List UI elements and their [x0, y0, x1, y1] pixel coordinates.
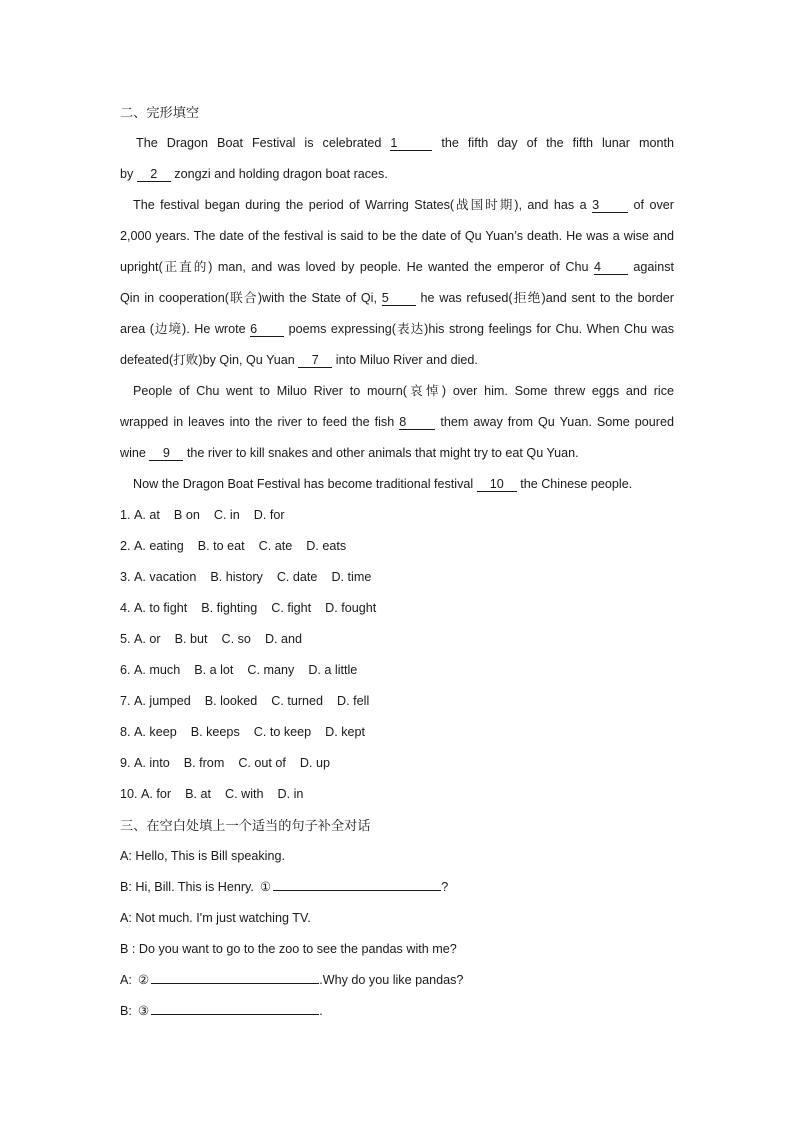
option[interactable]: C. in	[213, 508, 240, 522]
passage-line: upright(正直的) man, and was loved by people. He wanted the emperor of Chu 4 against	[120, 260, 674, 274]
option[interactable]: A. or	[134, 632, 161, 646]
option[interactable]: B. to eat	[197, 539, 245, 553]
option[interactable]: C. turned	[271, 694, 324, 708]
passage-line: wrapped in leaves into the river to feed the fish 8 them away from Qu Yuan. Some poured	[120, 415, 674, 429]
option[interactable]: A. into	[134, 756, 170, 770]
option[interactable]: C. fight	[271, 601, 312, 615]
question-row: 1. A. at B on C. in D. for	[120, 500, 674, 531]
option[interactable]: B. at	[185, 787, 212, 801]
option[interactable]: D. up	[299, 756, 331, 770]
dialogue-line: B : Do you want to go to the zoo to see the pandas with me?	[120, 942, 457, 956]
option[interactable]: C. so	[221, 632, 251, 646]
option[interactable]: B. from	[183, 756, 225, 770]
option[interactable]: D. in	[277, 787, 304, 801]
blank-5[interactable]: 5	[382, 291, 416, 306]
passage-line: The Dragon Boat Festival is celebrated 1 the fifth day of the fifth lunar month	[136, 136, 674, 150]
option[interactable]: B. a lot	[194, 663, 234, 677]
blank-1[interactable]: 1	[390, 136, 432, 151]
answer-blank-3[interactable]	[151, 1000, 319, 1015]
option[interactable]: D. eats	[306, 539, 347, 553]
option[interactable]: C. out of	[238, 756, 286, 770]
passage-line: wine 9 the river to kill snakes and other animals that might try to eat Qu Yuan.	[120, 446, 579, 460]
option[interactable]: B. keeps	[190, 725, 240, 739]
question-row: 9. A. into B. from C. out of D. up	[120, 748, 674, 779]
section-heading-cloze: 二、完形填空	[120, 105, 200, 120]
document-page	[120, 97, 674, 1027]
dialogue-line: A: Hello, This is Bill speaking.	[120, 849, 285, 863]
question-row: 7. A. jumped B. looked C. turned D. fell	[120, 686, 674, 717]
question-row: 5. A. or B. but C. so D. and	[120, 624, 674, 655]
blank-7[interactable]: 7	[298, 353, 332, 368]
option[interactable]: D. and	[264, 632, 303, 646]
option[interactable]: A. keep	[134, 725, 177, 739]
option[interactable]: B. fighting	[201, 601, 258, 615]
passage-line: People of Chu went to Miluo River to mourn(哀悼) over him. Some threw eggs and rice	[133, 384, 674, 398]
dialogue-line: A: Not much. I'm just watching TV.	[120, 911, 311, 925]
circled-number: ②	[137, 973, 150, 987]
answer-blank-2[interactable]	[151, 969, 319, 984]
blank-8[interactable]: 8	[399, 415, 435, 430]
circled-number: ①	[259, 880, 272, 894]
answer-blank-1[interactable]	[273, 876, 441, 891]
option[interactable]: A. for	[141, 787, 172, 801]
blank-3[interactable]: 3	[592, 198, 628, 213]
option[interactable]: C. many	[247, 663, 295, 677]
option[interactable]: C. ate	[258, 539, 293, 553]
option[interactable]: B on	[173, 508, 200, 522]
passage-line: 2,000 years. The date of the festival is said to be the date of Qu Yuan’s death. He was a wise and	[120, 229, 674, 243]
blank-4[interactable]: 4	[594, 260, 628, 275]
dialogue-line: B: Hi, Bill. This is Henry. ① ?	[120, 872, 674, 903]
option[interactable]: D. fought	[325, 601, 377, 615]
option[interactable]: D. a little	[308, 663, 358, 677]
option[interactable]: A. jumped	[134, 694, 191, 708]
question-row: 3. A. vacation B. history C. date D. time	[120, 562, 674, 593]
question-row: 10. A. for B. at C. with D. in	[120, 779, 674, 810]
dialogue-line: B: ③ .	[120, 996, 674, 1027]
question-row: 4. A. to fight B. fighting C. fight D. fought	[120, 593, 674, 624]
question-list	[120, 500, 674, 810]
blank-10[interactable]: 10	[477, 477, 517, 492]
option[interactable]: D. for	[253, 508, 285, 522]
option[interactable]: B. but	[174, 632, 208, 646]
dialogue-line: A: ② .Why do you like pandas?	[120, 965, 674, 996]
passage-line: The festival began during the period of Warring States(战国时期), and has a 3 of over	[133, 198, 674, 212]
option[interactable]: B. history	[210, 570, 263, 584]
option[interactable]: C. date	[276, 570, 318, 584]
option[interactable]: A. at	[134, 508, 160, 522]
passage-line: by 2 zongzi and holding dragon boat races.	[120, 167, 388, 181]
section-heading-dialogue: 三、在空白处填上一个适当的句子补全对话	[120, 818, 371, 833]
option[interactable]: D. time	[331, 570, 372, 584]
passage-line: Qin in cooperation(联合)with the State of Qi, 5 he was refused(拒绝)and sent to the border	[120, 291, 674, 305]
blank-6[interactable]: 6	[250, 322, 284, 337]
passage-line: area (边境). He wrote 6 poems expressing(表达)his strong feelings for Chu. When Chu was	[120, 322, 674, 336]
blank-2[interactable]: 2	[137, 167, 171, 182]
option[interactable]: A. vacation	[134, 570, 197, 584]
question-row: 6. A. much B. a lot C. many D. a little	[120, 655, 674, 686]
blank-9[interactable]: 9	[149, 446, 183, 461]
option[interactable]: D. kept	[325, 725, 366, 739]
option[interactable]: D. fell	[337, 694, 370, 708]
option[interactable]: C. to keep	[253, 725, 312, 739]
option[interactable]: C. with	[225, 787, 264, 801]
passage-line: Now the Dragon Boat Festival has become traditional festival 10 the Chinese people.	[133, 477, 633, 491]
option[interactable]: B. looked	[204, 694, 258, 708]
option[interactable]: A. to fight	[134, 601, 188, 615]
option[interactable]: A. eating	[134, 539, 184, 553]
question-row: 2. A. eating B. to eat C. ate D. eats	[120, 531, 674, 562]
option[interactable]: A. much	[134, 663, 181, 677]
passage-line: defeated(打败)by Qin, Qu Yuan 7 into Miluo River and died.	[120, 353, 478, 367]
circled-number: ③	[137, 1004, 150, 1018]
question-row: 8. A. keep B. keeps C. to keep D. kept	[120, 717, 674, 748]
